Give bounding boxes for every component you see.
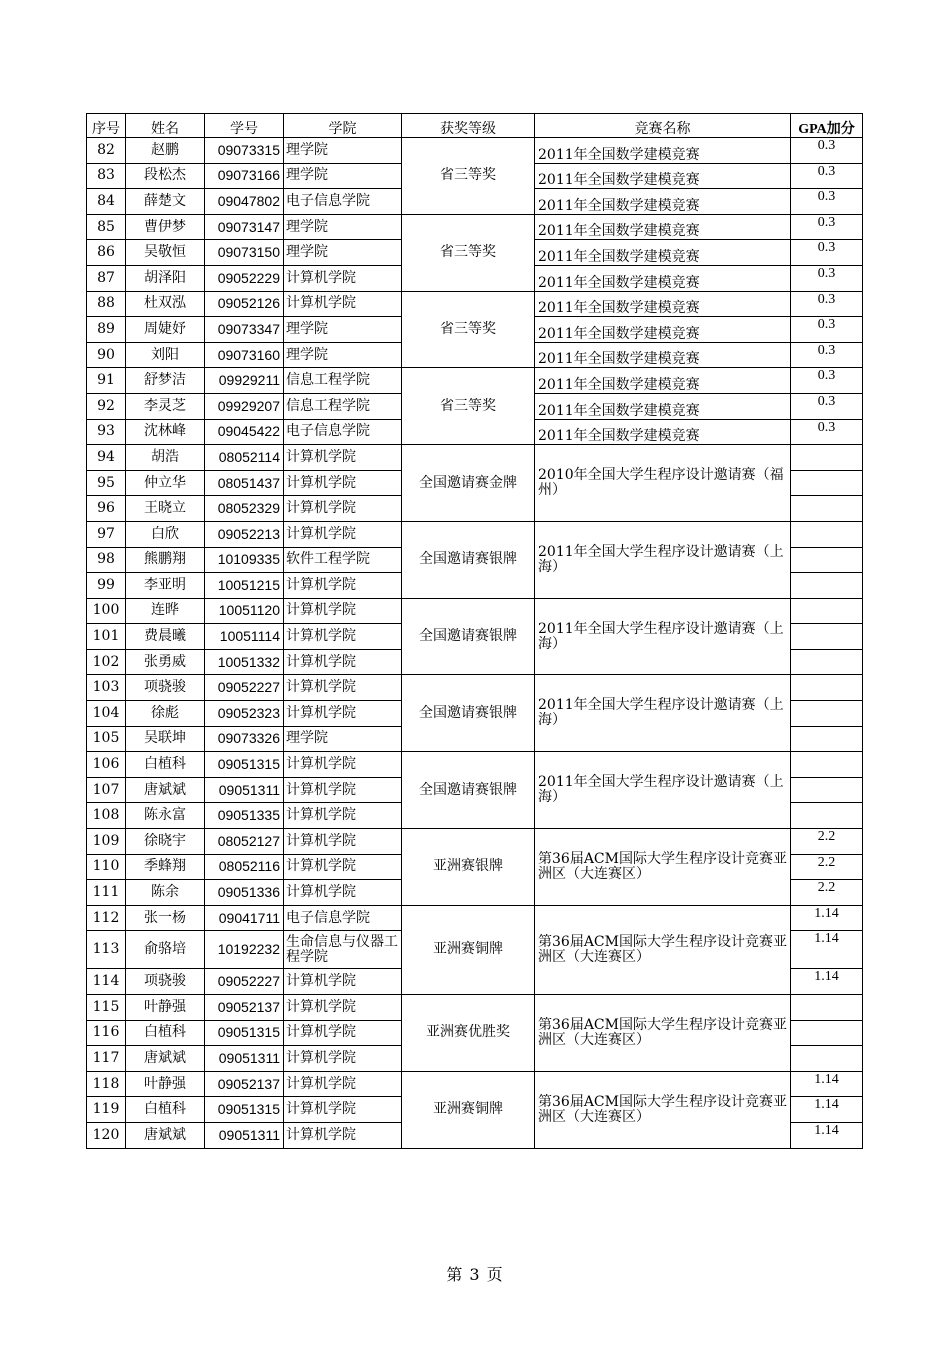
row-seq: 86 (87, 240, 126, 266)
row-name: 徐晓宇 (126, 829, 205, 855)
row-school: 软件工程学院 (284, 547, 402, 573)
row-name: 俞骆培 (126, 931, 205, 969)
row-name: 周婕妤 (126, 317, 205, 343)
row-school: 计算机学院 (284, 496, 402, 522)
row-competition: 第36届ACM国际大学生程序设计竞赛亚洲区（大连赛区） (535, 829, 791, 906)
row-gpa-bonus (791, 1020, 863, 1046)
row-gpa-bonus (791, 496, 863, 522)
row-school: 信息工程学院 (284, 393, 402, 419)
row-student-id: 09051315 (205, 1097, 284, 1123)
row-seq: 111 (87, 880, 126, 906)
row-student-id: 10051120 (205, 598, 284, 624)
row-name: 陈余 (126, 880, 205, 906)
row-gpa-bonus: 1.14 (791, 1097, 863, 1123)
row-award-level: 省三等奖 (402, 214, 535, 291)
row-competition: 2011年全国数学建模竞赛 (535, 214, 791, 240)
row-gpa-bonus: 0.3 (791, 138, 863, 164)
row-name: 白植科 (126, 1097, 205, 1123)
row-student-id: 08052127 (205, 829, 284, 855)
row-student-id: 09041711 (205, 905, 284, 931)
row-seq: 87 (87, 265, 126, 291)
row-competition: 2011年全国大学生程序设计邀请赛（上海） (535, 675, 791, 752)
header-student-id: 学号 (205, 114, 284, 138)
row-student-id: 10051332 (205, 649, 284, 675)
row-gpa-bonus: 1.14 (791, 969, 863, 995)
row-gpa-bonus: 0.3 (791, 214, 863, 240)
row-school: 理学院 (284, 214, 402, 240)
row-school: 计算机学院 (284, 1046, 402, 1072)
row-seq: 112 (87, 905, 126, 931)
row-gpa-bonus: 0.3 (791, 419, 863, 445)
row-seq: 118 (87, 1071, 126, 1097)
row-school: 计算机学院 (284, 1122, 402, 1148)
row-competition: 2011年全国大学生程序设计邀请赛（上海） (535, 598, 791, 675)
table-row (87, 138, 863, 164)
row-gpa-bonus (791, 521, 863, 547)
row-seq: 97 (87, 521, 126, 547)
row-school: 计算机学院 (284, 649, 402, 675)
row-seq: 88 (87, 291, 126, 317)
row-competition: 2011年全国数学建模竞赛 (535, 138, 791, 164)
row-seq: 103 (87, 675, 126, 701)
row-award-level: 省三等奖 (402, 138, 535, 215)
row-student-id: 09052323 (205, 701, 284, 727)
row-name: 叶静强 (126, 1071, 205, 1097)
row-student-id: 09073326 (205, 726, 284, 752)
row-name: 徐彪 (126, 701, 205, 727)
row-school: 计算机学院 (284, 675, 402, 701)
header-seq: 序号 (87, 114, 126, 138)
row-school: 电子信息学院 (284, 189, 402, 215)
row-name: 费晨曦 (126, 624, 205, 650)
row-gpa-bonus (791, 995, 863, 1021)
row-seq: 117 (87, 1046, 126, 1072)
row-gpa-bonus (791, 726, 863, 752)
row-competition: 2010年全国大学生程序设计邀请赛（福州） (535, 445, 791, 522)
row-gpa-bonus: 0.3 (791, 317, 863, 343)
row-competition: 2011年全国数学建模竞赛 (535, 265, 791, 291)
row-gpa-bonus: 2.2 (791, 880, 863, 906)
row-gpa-bonus (791, 1046, 863, 1072)
row-gpa-bonus (791, 803, 863, 829)
row-school: 理学院 (284, 138, 402, 164)
row-competition: 2011年全国数学建模竞赛 (535, 317, 791, 343)
row-school: 计算机学院 (284, 1020, 402, 1046)
row-gpa-bonus: 0.3 (791, 189, 863, 215)
table-row (87, 445, 863, 471)
row-name: 连晔 (126, 598, 205, 624)
row-name: 舒梦洁 (126, 368, 205, 394)
row-gpa-bonus: 2.2 (791, 829, 863, 855)
row-student-id: 09051315 (205, 1020, 284, 1046)
row-competition: 2011年全国数学建模竞赛 (535, 368, 791, 394)
row-seq: 99 (87, 573, 126, 599)
row-name: 赵鹏 (126, 138, 205, 164)
row-school: 计算机学院 (284, 265, 402, 291)
row-seq: 120 (87, 1122, 126, 1148)
row-seq: 116 (87, 1020, 126, 1046)
table-row (87, 829, 863, 855)
row-award-level: 全国邀请赛金牌 (402, 445, 535, 522)
row-school: 计算机学院 (284, 291, 402, 317)
awards-table (86, 113, 863, 1149)
row-school: 电子信息学院 (284, 419, 402, 445)
row-name: 胡浩 (126, 445, 205, 471)
header-competition: 竞赛名称 (535, 114, 791, 138)
row-student-id: 09073147 (205, 214, 284, 240)
row-award-level: 省三等奖 (402, 368, 535, 445)
row-competition: 2011年全国数学建模竞赛 (535, 393, 791, 419)
row-school: 电子信息学院 (284, 905, 402, 931)
row-name: 曹伊梦 (126, 214, 205, 240)
row-seq: 90 (87, 342, 126, 368)
header-name: 姓名 (126, 114, 205, 138)
row-name: 李亚明 (126, 573, 205, 599)
row-seq: 89 (87, 317, 126, 343)
row-gpa-bonus (791, 573, 863, 599)
row-name: 白欣 (126, 521, 205, 547)
row-seq: 85 (87, 214, 126, 240)
row-student-id: 08052114 (205, 445, 284, 471)
row-student-id: 10051114 (205, 624, 284, 650)
row-gpa-bonus (791, 547, 863, 573)
row-gpa-bonus (791, 624, 863, 650)
row-school: 理学院 (284, 342, 402, 368)
row-name: 沈林峰 (126, 419, 205, 445)
row-award-level: 亚洲赛铜牌 (402, 905, 535, 994)
row-gpa-bonus: 0.3 (791, 393, 863, 419)
row-competition: 2011年全国大学生程序设计邀请赛（上海） (535, 521, 791, 598)
row-award-level: 亚洲赛银牌 (402, 829, 535, 906)
row-school: 计算机学院 (284, 521, 402, 547)
row-gpa-bonus: 1.14 (791, 905, 863, 931)
row-school: 计算机学院 (284, 624, 402, 650)
row-name: 白植科 (126, 752, 205, 778)
row-gpa-bonus: 0.3 (791, 368, 863, 394)
row-student-id: 09929207 (205, 393, 284, 419)
row-seq: 101 (87, 624, 126, 650)
row-name: 吴敬恒 (126, 240, 205, 266)
row-student-id: 09073315 (205, 138, 284, 164)
row-name: 叶静强 (126, 995, 205, 1021)
page-number: 第 3 页 (446, 1265, 504, 1284)
row-school: 计算机学院 (284, 470, 402, 496)
row-gpa-bonus: 1.14 (791, 1122, 863, 1148)
row-award-level: 省三等奖 (402, 291, 535, 368)
row-seq: 82 (87, 138, 126, 164)
table-row (87, 291, 863, 317)
row-competition: 2011年全国数学建模竞赛 (535, 419, 791, 445)
row-seq: 107 (87, 777, 126, 803)
row-gpa-bonus: 0.3 (791, 265, 863, 291)
row-name: 胡泽阳 (126, 265, 205, 291)
row-competition: 2011年全国数学建模竞赛 (535, 163, 791, 189)
row-award-level: 全国邀请赛银牌 (402, 752, 535, 829)
row-school: 计算机学院 (284, 1071, 402, 1097)
row-seq: 91 (87, 368, 126, 394)
row-gpa-bonus (791, 649, 863, 675)
row-student-id: 09051315 (205, 752, 284, 778)
row-award-level: 全国邀请赛银牌 (402, 521, 535, 598)
table-row (87, 368, 863, 394)
row-seq: 98 (87, 547, 126, 573)
row-name: 唐斌斌 (126, 777, 205, 803)
row-name: 张勇威 (126, 649, 205, 675)
row-school: 计算机学院 (284, 777, 402, 803)
row-school: 计算机学院 (284, 598, 402, 624)
row-seq: 100 (87, 598, 126, 624)
row-student-id: 10109335 (205, 547, 284, 573)
row-gpa-bonus (791, 675, 863, 701)
row-school: 理学院 (284, 726, 402, 752)
row-school: 理学院 (284, 163, 402, 189)
row-school: 计算机学院 (284, 573, 402, 599)
row-student-id: 09052137 (205, 1071, 284, 1097)
row-student-id: 10192232 (205, 931, 284, 969)
row-student-id: 09052213 (205, 521, 284, 547)
row-name: 白植科 (126, 1020, 205, 1046)
row-name: 唐斌斌 (126, 1122, 205, 1148)
row-award-level: 亚洲赛优胜奖 (402, 995, 535, 1072)
row-student-id: 09051336 (205, 880, 284, 906)
row-student-id: 09052227 (205, 969, 284, 995)
row-name: 王晓立 (126, 496, 205, 522)
row-name: 项骁骏 (126, 969, 205, 995)
row-gpa-bonus (791, 701, 863, 727)
row-student-id: 09052126 (205, 291, 284, 317)
row-name: 段松杰 (126, 163, 205, 189)
row-gpa-bonus: 2.2 (791, 854, 863, 880)
row-name: 张一杨 (126, 905, 205, 931)
row-school: 理学院 (284, 317, 402, 343)
table-row (87, 521, 863, 547)
row-seq: 114 (87, 969, 126, 995)
row-seq: 83 (87, 163, 126, 189)
row-award-level: 全国邀请赛银牌 (402, 675, 535, 752)
row-student-id: 09052229 (205, 265, 284, 291)
row-seq: 92 (87, 393, 126, 419)
row-gpa-bonus: 0.3 (791, 240, 863, 266)
row-student-id: 09051311 (205, 1122, 284, 1148)
row-seq: 105 (87, 726, 126, 752)
table-row (87, 995, 863, 1021)
row-school: 计算机学院 (284, 803, 402, 829)
row-school: 生命信息与仪器工程学院 (284, 931, 402, 969)
row-seq: 84 (87, 189, 126, 215)
row-competition: 2011年全国数学建模竞赛 (535, 342, 791, 368)
row-student-id: 09073150 (205, 240, 284, 266)
row-gpa-bonus: 1.14 (791, 1071, 863, 1097)
row-student-id: 09073160 (205, 342, 284, 368)
row-gpa-bonus: 1.14 (791, 931, 863, 969)
row-gpa-bonus: 0.3 (791, 342, 863, 368)
row-student-id: 08052116 (205, 854, 284, 880)
row-competition: 2011年全国数学建模竞赛 (535, 240, 791, 266)
row-award-level: 亚洲赛铜牌 (402, 1071, 535, 1148)
row-student-id: 09051311 (205, 1046, 284, 1072)
row-school: 理学院 (284, 240, 402, 266)
row-school: 计算机学院 (284, 752, 402, 778)
row-student-id: 09047802 (205, 189, 284, 215)
row-student-id: 08052329 (205, 496, 284, 522)
row-name: 仲立华 (126, 470, 205, 496)
row-gpa-bonus (791, 445, 863, 471)
row-name: 薛楚文 (126, 189, 205, 215)
row-student-id: 09051335 (205, 803, 284, 829)
row-student-id: 09052227 (205, 675, 284, 701)
row-school: 计算机学院 (284, 995, 402, 1021)
row-gpa-bonus (791, 777, 863, 803)
row-name: 季蜂翔 (126, 854, 205, 880)
row-seq: 115 (87, 995, 126, 1021)
row-name: 吴联坤 (126, 726, 205, 752)
row-competition: 2011年全国数学建模竞赛 (535, 291, 791, 317)
row-name: 项骁骏 (126, 675, 205, 701)
row-school: 计算机学院 (284, 445, 402, 471)
row-gpa-bonus (791, 752, 863, 778)
row-seq: 94 (87, 445, 126, 471)
row-seq: 106 (87, 752, 126, 778)
row-school: 计算机学院 (284, 880, 402, 906)
row-student-id: 09045422 (205, 419, 284, 445)
row-seq: 93 (87, 419, 126, 445)
row-seq: 102 (87, 649, 126, 675)
row-school: 计算机学院 (284, 969, 402, 995)
row-student-id: 09052137 (205, 995, 284, 1021)
row-gpa-bonus (791, 470, 863, 496)
row-name: 唐斌斌 (126, 1046, 205, 1072)
row-name: 熊鹏翔 (126, 547, 205, 573)
row-seq: 119 (87, 1097, 126, 1123)
row-student-id: 09073166 (205, 163, 284, 189)
row-seq: 95 (87, 470, 126, 496)
header-school: 学院 (284, 114, 402, 138)
row-competition: 2011年全国数学建模竞赛 (535, 189, 791, 215)
table-row (87, 675, 863, 701)
row-school: 计算机学院 (284, 854, 402, 880)
row-school: 计算机学院 (284, 829, 402, 855)
row-student-id: 09051311 (205, 777, 284, 803)
row-student-id: 08051437 (205, 470, 284, 496)
table-row (87, 752, 863, 778)
row-seq: 96 (87, 496, 126, 522)
row-gpa-bonus: 0.3 (791, 291, 863, 317)
table-row (87, 598, 863, 624)
row-student-id: 10051215 (205, 573, 284, 599)
table-row (87, 214, 863, 240)
row-competition: 第36届ACM国际大学生程序设计竞赛亚洲区（大连赛区） (535, 995, 791, 1072)
row-seq: 113 (87, 931, 126, 969)
row-school: 计算机学院 (284, 701, 402, 727)
row-award-level: 全国邀请赛银牌 (402, 598, 535, 675)
row-seq: 110 (87, 854, 126, 880)
row-competition: 第36届ACM国际大学生程序设计竞赛亚洲区（大连赛区） (535, 1071, 791, 1148)
header-gpa-bonus: GPA加分 (791, 114, 863, 138)
row-name: 陈永富 (126, 803, 205, 829)
table-body (87, 138, 863, 1149)
row-name: 杜双泓 (126, 291, 205, 317)
row-school: 信息工程学院 (284, 368, 402, 394)
header-row (87, 114, 863, 138)
row-seq: 104 (87, 701, 126, 727)
row-student-id: 09929211 (205, 368, 284, 394)
table-row (87, 1071, 863, 1097)
table-row (87, 905, 863, 931)
row-competition: 2011年全国大学生程序设计邀请赛（上海） (535, 752, 791, 829)
row-name: 李灵芝 (126, 393, 205, 419)
row-gpa-bonus (791, 598, 863, 624)
row-competition: 第36届ACM国际大学生程序设计竞赛亚洲区（大连赛区） (535, 905, 791, 994)
row-seq: 108 (87, 803, 126, 829)
row-gpa-bonus: 0.3 (791, 163, 863, 189)
row-seq: 109 (87, 829, 126, 855)
row-student-id: 09073347 (205, 317, 284, 343)
row-school: 计算机学院 (284, 1097, 402, 1123)
header-award-level: 获奖等级 (402, 114, 535, 138)
row-name: 刘阳 (126, 342, 205, 368)
